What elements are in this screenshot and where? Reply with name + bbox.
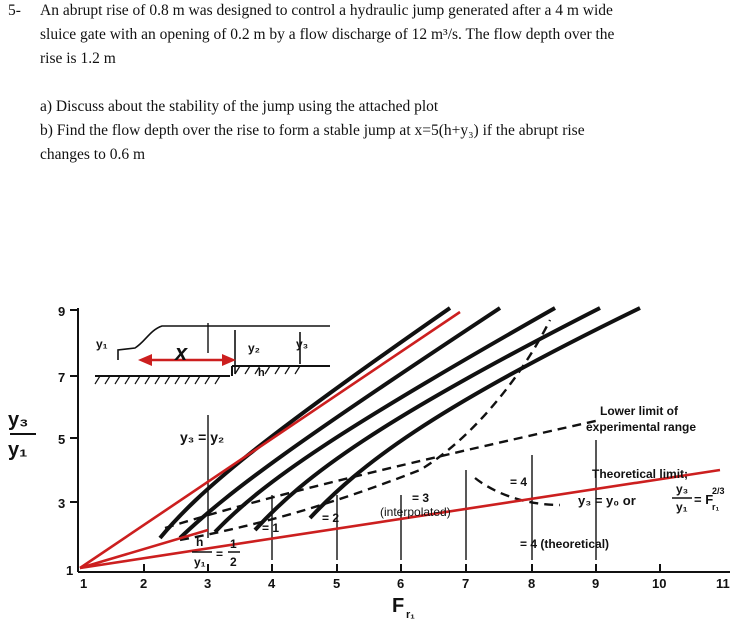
theory-2: y₃ = y₀ or <box>578 493 636 508</box>
x-tick-labels <box>80 576 730 591</box>
theory-sub: r₁ <box>712 502 720 512</box>
problem-number: 5- <box>8 2 21 19</box>
problem-line-1: An abrupt rise of 0.8 m was designed to control a hydraulic jump generated after a 4 m wide <box>40 2 613 19</box>
ratio-den: 2 <box>230 555 237 569</box>
y-tick-9: 9 <box>58 304 66 319</box>
part-b-line-1: b) Find the flow depth over the rise to form a stable jump at x=5(h+y₃) if the abrupt rise <box>40 122 585 139</box>
ratio-r2: = 2 <box>322 511 340 525</box>
ratio-r1: = 1 <box>262 521 280 535</box>
part-a: a) Discuss about the stability of the jump using the attached plot <box>40 98 439 115</box>
ratio-y1: y₁ <box>194 555 206 569</box>
svg-text:F: F <box>392 595 405 617</box>
ratio-eq: = <box>216 547 224 561</box>
sketch-h: h <box>258 367 265 379</box>
x-tick-5: 5 <box>333 576 341 591</box>
sketch-labels <box>96 337 308 445</box>
sketch-eq: y₃ = y₂ <box>180 429 225 445</box>
ratio-h: h <box>196 535 204 549</box>
x-axis-label <box>392 595 415 621</box>
y-tick-1: 1 <box>66 563 74 578</box>
ratio-r3: = 3 <box>412 491 430 505</box>
x-tick-10: 10 <box>652 576 667 591</box>
theory-1: Theoretical limit; <box>592 467 689 481</box>
x-tick-4: 4 <box>268 576 276 591</box>
ratio-r4: = 4 <box>510 475 528 489</box>
inset-sketch <box>95 326 330 384</box>
annotations <box>578 404 725 514</box>
y-axis-label <box>8 409 36 461</box>
svg-text:y₃: y₃ <box>8 409 29 431</box>
ratio-curves <box>160 308 640 538</box>
part-b-line-2: changes to 0.6 m <box>40 146 146 163</box>
x-tick-11: 11 <box>716 576 730 591</box>
lower-limit-2: experimental range <box>586 420 697 434</box>
y-ticks <box>70 310 78 502</box>
x-tick-3: 3 <box>204 576 212 591</box>
ratio-r4t: = 4 (theoretical) <box>520 537 610 551</box>
x-tick-1: 1 <box>80 576 88 591</box>
sketch-y2: y₂ <box>248 341 261 355</box>
y-tick-5: 5 <box>58 432 66 447</box>
problem-line-2: sluice gate with an opening of 0.2 m by a flow discharge of 12 m³/s. The flow depth over the <box>40 26 615 43</box>
theory-eq: = F <box>694 492 714 507</box>
problem-line-3: rise is 1.2 m <box>40 50 116 67</box>
y-tick-labels <box>58 304 73 578</box>
x-tick-6: 6 <box>397 576 405 591</box>
ratio-r3b: (interpolated) <box>380 505 451 519</box>
x-tick-2: 2 <box>140 576 148 591</box>
stability-plot <box>0 290 756 635</box>
lower-limit-1: Lower limit of <box>600 404 678 418</box>
svg-text:y₁: y₁ <box>8 439 28 461</box>
x-tick-8: 8 <box>528 576 536 591</box>
y-tick-7: 7 <box>58 370 66 385</box>
sketch-y1: y₁ <box>96 337 108 351</box>
theory-exp: 2/3 <box>712 486 725 496</box>
x-tick-9: 9 <box>592 576 600 591</box>
y-tick-3: 3 <box>58 496 66 511</box>
sketch-x: x <box>175 340 188 365</box>
theory-frac-top: y₃ <box>676 482 689 496</box>
x-tick-7: 7 <box>462 576 470 591</box>
x-ticks <box>144 564 660 572</box>
theory-frac-bot: y₁ <box>676 500 688 514</box>
sketch-y3: y₃ <box>296 337 309 351</box>
svg-text:r₁: r₁ <box>406 609 415 621</box>
ratio-num: 1 <box>230 537 237 551</box>
